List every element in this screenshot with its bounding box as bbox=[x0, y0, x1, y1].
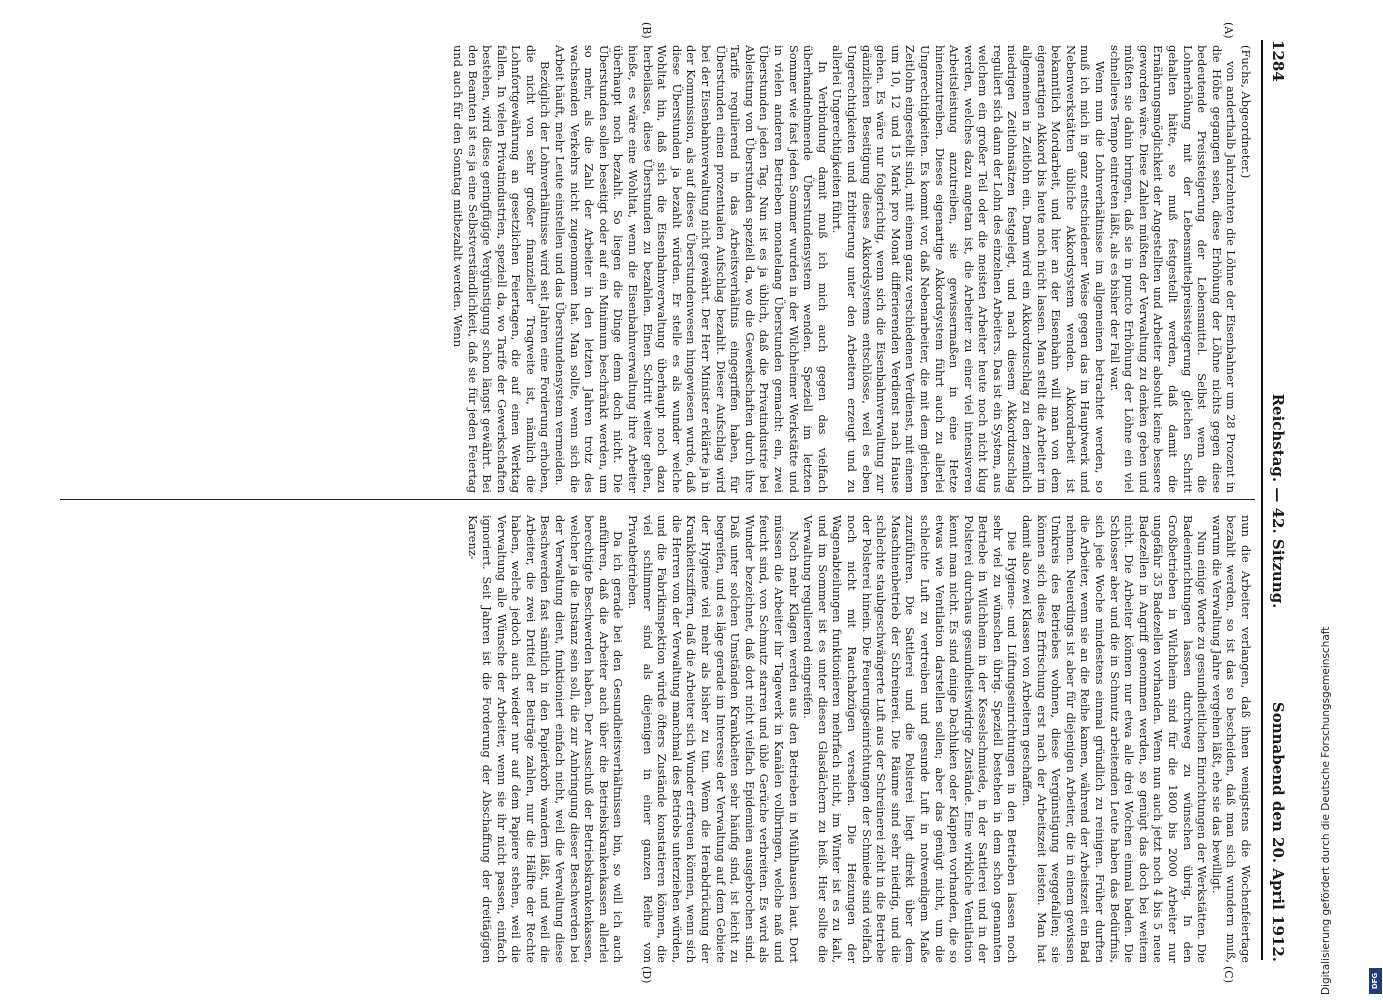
rotated-page-content bbox=[35, 0, 1305, 1000]
page-number: 1284 bbox=[1269, 40, 1287, 82]
paragraph: Noch mehr Klagen werden aus den Betrieben in Mühlhausen laut. Dort müssen die Arbeiter ihr Tagewerk in Kanälen vollbringen, welche naß und feucht sind, von Schmutz starren und üble Gerüche verbreiten. Es wird als Wunder bezeichnet, daß dort nicht vielfach Epidemien ausgebrochen sind. Daß unter solchen Umständen Krankheiten sehr häufig sind, ist leicht zu begreifen, und es läge gerade im Interesse der Verwaltung auf dem Gebiete der Hygiene viel mehr als bisher zu tun. Wenn die Herabdrückung der Krankheitsziffern, daß die Arbeiter sich Wunder erfreuen können, wenn sich die Herren von der Verwaltung manchmal des Betriebs unterziehen würden, und die Fabrikinspektion würde öfters Zustände konstatieren können, die viel schlimmer sind als diejenigen in einer ganzen Reihe von Privatbetrieben. bbox=[626, 515, 801, 963]
digitization-note bbox=[1312, 0, 1382, 1000]
dfg-logo-text: DFG bbox=[1371, 972, 1380, 990]
header-date: Sonnabend den 20. April 1912. bbox=[1269, 701, 1287, 962]
running-header bbox=[1261, 40, 1287, 962]
right-text-column bbox=[465, 515, 1253, 963]
paragraph: Bezüglich der Lohnverhältnisse wird seit Jahren eine Forderung erhoben, die nicht von sehr großer finanzieller Tragweite ist, nämlich die Lohnfortgewährung an gesetzlichen Feiertagen, die auf einen Werktag fallen. In vielen Privatindustrien, speziell da, wo Tarife der Gewerkschaften bestehen, wird diese geringfügige Vergünstigung schon längst gewährt. Bei den Beamten ist es ja eine Selbstverständlichkeit, daß sie für jeden Feiertag und auch für den Sonntag mitbezahlt werden. Wenn bbox=[450, 45, 553, 493]
margin-marker-b: (B) bbox=[640, 22, 653, 39]
paragraph: Wenn nun die Lohnverhältnisse im allgemeinen betrachtet werden, so muß ich mich in ganz entschiedener Weise gegen das im Hauptwerk und Nebenwerkstätten übliche Akkordsystem wenden. Akkordarbeit ist bekanntlich Mordarbeit, und hier an der Eisenbahn will man von dem eigenartigen Akkord bis heute noch nicht lassen. Man stellt die Arbeiter im allgemeinen in Zeitlohn ein. Dann wird ein Akkordzuschlag zu den ziemlich niedrigen Zeitlohnsätzen festgelegt, und nach diesem Akkordzuschlag reguliert sich dann der Lohn des einzelnen Arbeiters. Das ist ein System, aus welchem ein großer Teil oder die meisten Arbeiter heute noch nicht klug werden, welches dazu angetan ist, die Arbeiter zu einer viel intensiveren Arbeitsleistung anzutreiben, sie gewissermaßen in eine Hetze hineinzutreiben. Dieses eigenartige Akkordsystem führt auch zu allerlei Ungerechtigkeiten. Es kommt vor, daß Nebenarbeiter, die mit dem gleichen Zeitlohn eingestellt sind, mit einem ganz verschiedenen Verdienst, mit einem um 10, 12 und 15 Mark pro Monat differierenden Verdienst nach Hause gehen. Es wäre nur folgerichtig, wenn sich die Eisenbahnverwaltung zur gänzlichen Beseitigung dieses Akkordsystems entschlösse, weil es eben Ungerechtigkeiten und Erbitterung unter den Arbeitern erzeugt und zu allerlei Ungerechtigkeiten führt. bbox=[830, 45, 1108, 493]
margin-marker-d: (D) bbox=[640, 966, 653, 984]
header-title: Reichstag. — 42. Sitzung. bbox=[1269, 393, 1287, 609]
paragraph: Nun einige Worte zu gesundheitlichen Einrichtungen der Werkstätten. Die Badeeinrichtungen lassen durchweg zu wünschen übrig. In den Großbetrieben in Wilchheim sind für die 1800 bis 2000 Arbeiter nur ungefähr 35 Badezellen vorhanden. Wenn nun auch jetzt noch 4 bis 5 neue Badezellen in Angriff genommen werden, so genügt das doch bei weitem nicht. Die Arbeiter können nur etwa alle drei Wochen einmal baden. Die Schlosser aber und die in Schmutz arbeitenden Leute haben das Bedürfnis, sich jede Woche mindestens einmal gründlich zu reinigen. Früher durften die Arbeiter, wenn sie an die Reihe kamen, während der Arbeitszeit ein Bad nehmen. Neuerdings ist aber für diejenigen Arbeiter, die in einem gewissen Umkreis des Betriebes wohnen, diese Vergünstigung weggefallen; sie können sich diese Erfrischung erst nach der Arbeitszeit leisten. Man hat damit also zwei Klassen von Arbeitern geschaffen. bbox=[1020, 515, 1210, 963]
paragraph: In Verbindung damit muß ich mich auch gegen das vielfach überhandnehmende Überstundensystem wenden. Speziell im letzten Sommer wie fast jeden Sommer wurden in der Wilchheimer Werkstätte und in vielen anderen Betrieben monatelang Überstunden gemacht: ein, zwei Überstunden jeden Tag. Nun ist es ja üblich, daß die Privatindustrie bei Ableistung von Überstunden speziell da, wo die Gewerkschaften durch ihre Tarife regulierend in das Arbeitsverhältnis eingegriffen haben, für Überstunden einen prozentualen Aufschlag bezahlt. Dieser Aufschlag wird bei der Eisenbahnverwaltung nicht gewährt. Der Herr Minister erklärte ja in der Kommission, als auf dieses Überstundenwesen hingewiesen wurde, daß diese Überstunden ja bezahlt würden. Er stelle es als wunder welche Wohltat hin, daß sich die Eisenbahnverwaltung überhaupt noch dazu herbeilasse, diese Überstunden zu bezahlen. Einen Schritt weiter gehen, hieße, es wäre eine Wohltat, wenn die Eisenbahnverwaltung ihre Arbeiter überhaupt noch bezahlt. So liegen die Dinge denn doch nicht. Die Überstunden sollen beseitigt oder auf ein Minimum beschränkt werden, um so mehr, als die Zahl der Arbeiter in den letzten Jahren trotz des wachsenden Verkehrs nicht zugenommen hat. Man sollte, wenn sich die Arbeit häuft, mehr Leute einstellen und das Überstundensystem vermeiden. bbox=[553, 45, 830, 493]
column-divider bbox=[60, 499, 1255, 500]
header-rule bbox=[1261, 40, 1263, 960]
paragraph: Die Hygiene- und Lüftungseinrichtungen in den Betrieben lassen noch sehr viel zu wünschen übrig. Speziell bestehen in dem schon genannten Betriebe in Wilchheim in der Kesselschmiede, in der Sattlerei und in der Polsterei durchaus gesundheitswidrige Zustände. Eine wirkliche Ventilation kennt man nicht. Es sind einige Dachluken oder Klappen vorhanden, die so etwas wie Ventilation darstellen sollen; aber das genügt nicht, um die schlechte Luft zu vertreiben und gesunde Luft in notwendigem Maße zuzuführen. Die Sattlerei und die Polsterei liegt direkt über dem Maschinenbetrieb der Schreinerei. Die Räume sind sehr niedrig, und die schlechte staubgeschwängerte Luft aus der Schreinerei zieht in die Betriebe der Polsterei hinein. Die Feuerungseinrichtungen der Schmiede sind vielfach noch nicht mit Rauchabzügen versehen. Die Heizungen der Wagenabteilungen funktionieren mehrfach nicht, im Winter ist es zu kalt, und im Sommer ist es unter diesen Glasdächern zu heiß. Hier sollte die Verwaltung regulierend eingreifen. bbox=[801, 515, 1020, 963]
speaker-attribution: (Fuchs, Abgeordneter.) bbox=[1239, 45, 1253, 179]
margin-marker-a: (A) bbox=[1222, 22, 1235, 39]
paragraph: nun die Arbeiter verlangen, daß ihnen wenigstens die Wochenfeiertage bezahlt werden, so ist das so bescheiden, daß man sich wundern muß, warum die Verwaltung Jahre vergehen läßt, ehe sie das bewilligt. bbox=[1209, 515, 1253, 963]
left-text-column bbox=[450, 45, 1253, 493]
paragraph: Da ich gerade bei den Gesundheitsverhältnissen bin, so will ich auch anführen, daß die Arbeiter auch über die Betriebskrankenkassen allerlei berechtigte Beschwerden haben. Der Ausschuß der Betriebskrankenkassen, welcher ja die Instanz sein soll, die zur Anbringung dieser Beschwerden bei der Verwaltung dient, funktioniert einfach nicht, weil die Verwaltung diese Beschwerden fast sämtlich in den Papierkorb wandern läßt, und weil die Arbeiter, die zwei Drittel der Beiträge zahlen, nur die Hälfte der Rechte haben, welche jedoch auch wieder nur auf dem Papiere stehen, weil die Verwaltung alle Wünsche der Arbeiter, wenn sie ihr nicht passen, einfach ignoriert. Seit Jahren ist die Forderung der Abschaffung der dreitägigen Karenz- bbox=[465, 515, 626, 963]
margin-marker-c: (C) bbox=[1222, 966, 1235, 983]
paragraph: von anderthalb Jahrzehnten die Löhne der Eisenbahner um 28 Prozent in die Höhe gegangen seien, diese Erhöhung der Löhne nichts gegen diese bedeutende Preissteigerung der Lebensmittel. Selbst wenn die Lohnerhöhung mit der Lebensmittelpreissteigerung gleichen Schritt gehalten hätte, so muß festgestellt werden, daß damit die Ernährungsmöglichkeit der Angestellten und Arbeiter absolut keine bessere geworden wäre. Diese Zahlen müßten der Verwaltung zu denken geben und müßten sie dahin bringen, daß sie in puncto Erhöhung der Löhne ein viel schnelleres Tempo eintreten läßt, als es bisher der Fall war. bbox=[1107, 45, 1239, 493]
digitization-note-text: Digitalisierung gefördert durch die Deutsche Forschungsgemeinschaft bbox=[1320, 626, 1332, 995]
dfg-logo-icon bbox=[1369, 968, 1382, 994]
